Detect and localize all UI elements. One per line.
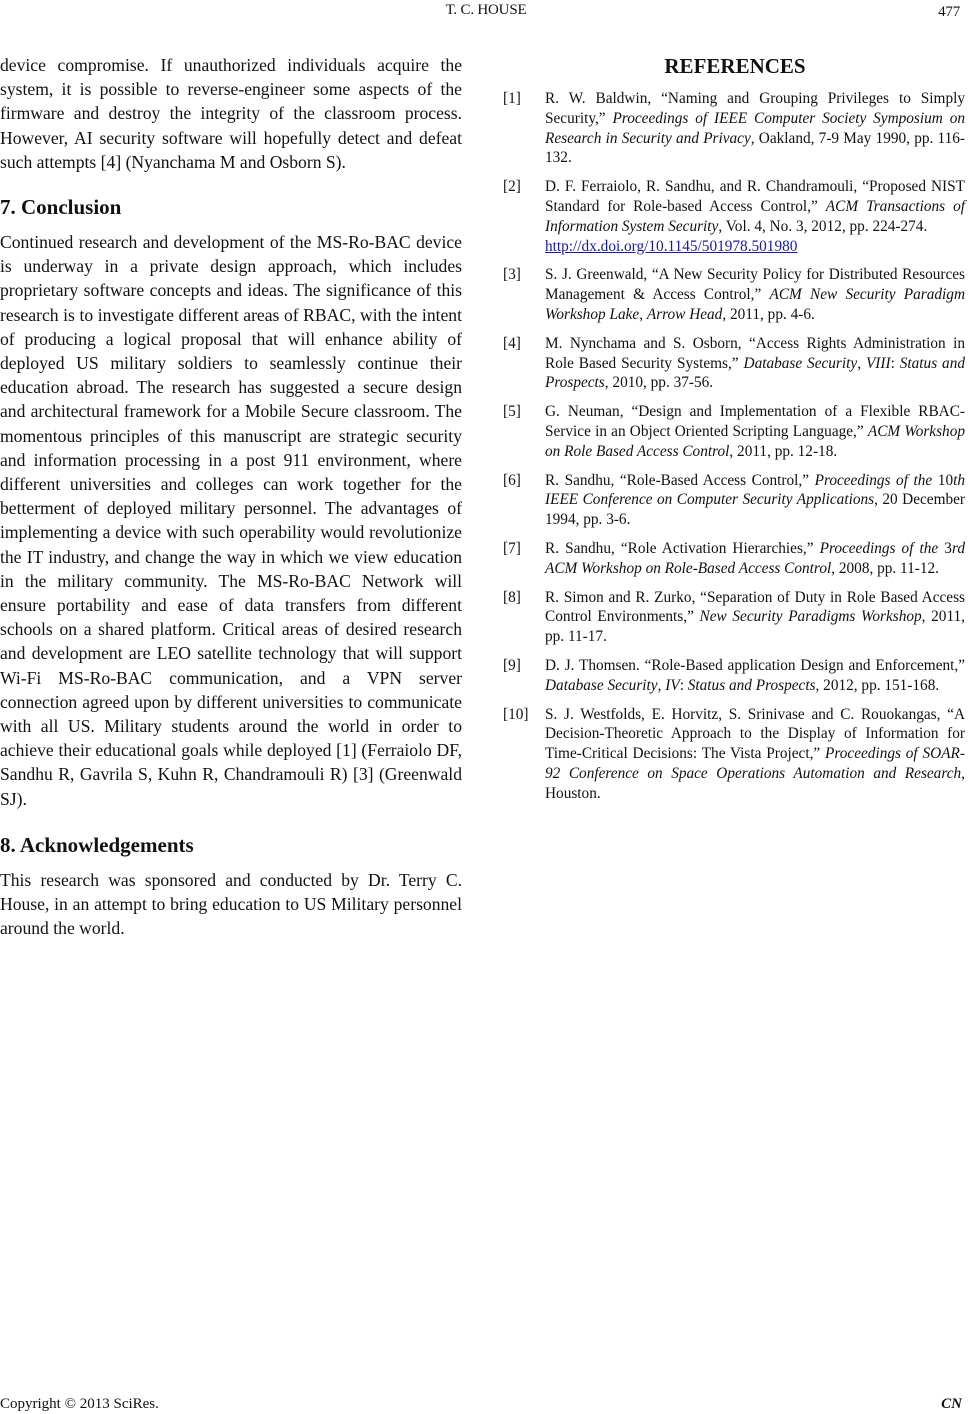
reference-source: Proceedings of SOAR-92 Conference on Space Operations Automation and Research <box>545 745 965 782</box>
reference-segment: R. Sandhu, “Role Activation Hierarchies,” <box>545 539 820 557</box>
reference-source: VIII <box>865 354 891 372</box>
reference-segment: R. Sandhu, “Role-Based Access Control,” <box>545 471 815 489</box>
reference-source: Proceedings of the <box>819 539 945 557</box>
conclusion-body: Continued research and development of the MS-Ro-BAC device is underway in a private design approach, which includes proprietary software concepts and ideas. The significance of this research is to investigate different areas of RBAC, with the intent of producing a logical proposal that will enhance ability of deployed US military soldiers to seamlessly continue their education abroad. The research has suggested a secure design and architectural framework for a Mobile Secure classroom. The momentous principles of this manuscript are strategic security and information processing in a post 911 environment, where different universities and colleges can work together for the betterment of deployed military personnel. The advantages of implementing a device with such operability would revolutionize the IT industry, and change the way in which we view education in the military community. The MS-Ro-BAC Network will ensure portability and ease of data transfers from different schools on a shared platform. Critical areas of desired research and development are LEO satellite technology that will support Wi-Fi MS-Ro-BAC communication, and a VPN server connection agreed upon by different universities to communicate with all US. Military students around the world in order to achieve their educational goals while deployed [1] (Ferraiolo DF, Sandhu R, Gavrila S, Kuhn R, Chandramouli R) [3] (Greenwald SJ). <box>0 232 462 809</box>
reference-item <box>495 656 965 696</box>
reference-text <box>545 90 965 166</box>
acknowledgements-body: This research was sponsored and conducted by Dr. Terry C. House, in an attempt to bring education to US Military personnel around the world. <box>0 869 462 939</box>
reference-source: Proceedings of the <box>814 471 938 489</box>
reference-segment: 10 <box>937 471 954 489</box>
reference-segment: , <box>857 354 866 372</box>
reference-number: [7] <box>503 539 521 557</box>
reference-item <box>495 334 965 393</box>
reference-text <box>545 335 965 392</box>
intro-paragraph: device compromise. If unauthorized individuals acquire the system, it is possible to reverse-engineer some aspects of the firmware and destroy the integrity of the classroom process. However, AI security software will hopefully detect and defeat such attempts [4] (Nyanchama M and Osborn S). <box>0 55 462 172</box>
reference-number: [2] <box>503 178 521 196</box>
reference-source: rd ACM Workshop on Role-Based Access Control <box>545 539 965 577</box>
reference-source: Arrow Head <box>646 305 723 323</box>
reference-source: ACM Transactions of Information System Security <box>545 197 966 235</box>
reference-number: [3] <box>503 266 521 284</box>
reference-segment: , 20 December 1994, pp. 3-6. <box>545 491 966 529</box>
reference-segment: , <box>639 305 647 323</box>
conclusion-heading: 7. Conclusion <box>0 195 122 220</box>
reference-segment: , 2008, pp. 11-12. <box>831 559 939 577</box>
reference-segment: , <box>657 676 666 694</box>
references-section <box>495 53 965 813</box>
reference-segment: G. Neuman, “Design and Implementation of a Flexible RBAC-Service in an Object Oriented Scripting Language,” <box>545 403 965 440</box>
reference-item <box>495 402 965 461</box>
acknowledgements-heading: 8. Acknowledgements <box>0 832 194 857</box>
reference-item <box>495 539 965 579</box>
reference-source: ACM New Security Paradigm Workshop Lake <box>545 286 965 323</box>
reference-number: [5] <box>503 403 521 421</box>
reference-segment: , 2011, pp. 12-18. <box>729 442 838 460</box>
reference-source: Proceedings of IEEE Computer Society Symposium on Research in Security and Privacy <box>545 109 965 147</box>
reference-number: [8] <box>503 588 521 606</box>
reference-number: [9] <box>503 656 521 674</box>
reference-source: Status and Prospects <box>687 676 816 694</box>
reference-segment: S. J. Greenwald, “A New Security Policy for Distributed Resources Management & Access Control,” <box>545 266 965 304</box>
reference-text <box>545 178 965 235</box>
copyright-notice: Copyright © 2013 SciRes. <box>0 1396 159 1412</box>
reference-source: ACM Workshop on Role Based Access Control <box>545 422 965 460</box>
reference-segment: : <box>679 676 688 694</box>
reference-text <box>545 472 965 529</box>
reference-item <box>495 588 965 647</box>
reference-source: IV <box>665 676 680 694</box>
reference-segment: D. F. Ferraiolo, R. Sandhu, and R. Chandramouli, “Proposed NIST Standard for Role-based Access Control,” <box>545 178 965 215</box>
reference-source: Database Security <box>545 676 658 694</box>
reference-number: [10] <box>503 705 529 723</box>
reference-segment: , Houston. <box>545 764 965 802</box>
page-footer <box>0 1396 972 1414</box>
reference-number: [4] <box>503 334 521 352</box>
reference-text <box>545 589 965 646</box>
left-column <box>0 53 462 941</box>
reference-segment: 3 <box>944 539 952 557</box>
reference-segment: , 2011, pp. 4-6. <box>722 305 815 323</box>
reference-segment: , 2010, pp. 37-56. <box>604 374 714 392</box>
reference-text <box>545 403 965 460</box>
reference-item <box>495 265 965 324</box>
reference-number: [6] <box>503 471 521 489</box>
reference-segment: D. J. Thomsen. “Role-Based application Design and Enforcement,” <box>545 656 965 674</box>
reference-text <box>545 657 965 694</box>
references-heading: REFERENCES <box>664 54 806 78</box>
reference-segment: , Vol. 4, No. 3, 2012, pp. 224-274. <box>718 217 928 235</box>
running-head <box>0 0 972 22</box>
doi-link[interactable]: http://dx.doi.org/10.1145/501978.501980 <box>545 237 798 255</box>
reference-segment: , 2011, pp. 11-17. <box>545 608 965 646</box>
reference-list <box>495 89 965 804</box>
reference-segment: M. Nynchama and S. Osborn, “Access Rights Administration in Role Based Security Systems,” <box>545 334 965 372</box>
journal-abbrev: CN <box>941 1396 962 1412</box>
reference-segment: , Oakland, 7-9 May 1990, pp. 116-132. <box>545 129 966 167</box>
running-head-author: T. C. HOUSE <box>445 2 527 18</box>
reference-text <box>545 540 965 577</box>
reference-segment: R. W. Baldwin, “Naming and Grouping Privileges to Simply Security,” <box>545 90 965 127</box>
reference-item <box>495 89 965 168</box>
reference-item <box>495 471 965 530</box>
reference-source: Database Security <box>743 354 858 372</box>
page-number: 477 <box>938 4 960 20</box>
reference-text <box>545 266 965 323</box>
reference-item <box>495 177 965 256</box>
reference-item <box>495 705 965 804</box>
reference-number: [1] <box>503 90 521 107</box>
reference-segment: R. Simon and R. Zurko, “Separation of Duty in Role Based Access Control Environments,” <box>545 588 965 626</box>
reference-segment: : <box>890 354 900 372</box>
reference-segment: , 2012, pp. 151-168. <box>815 676 940 694</box>
reference-source: Status and Prospects <box>545 354 966 392</box>
reference-segment: S. J. Westfolds, E. Horvitz, S. Srinivase and C. Rouokangas, “A Decision-Theoretic Approach to the Display of Information for Time-Critical Decisions: The Vista Project,” <box>545 705 965 763</box>
reference-source: th IEEE Conference on Computer Security Applications <box>545 471 965 509</box>
reference-text <box>545 706 965 802</box>
reference-source: New Security Paradigms Workshop <box>699 608 922 626</box>
